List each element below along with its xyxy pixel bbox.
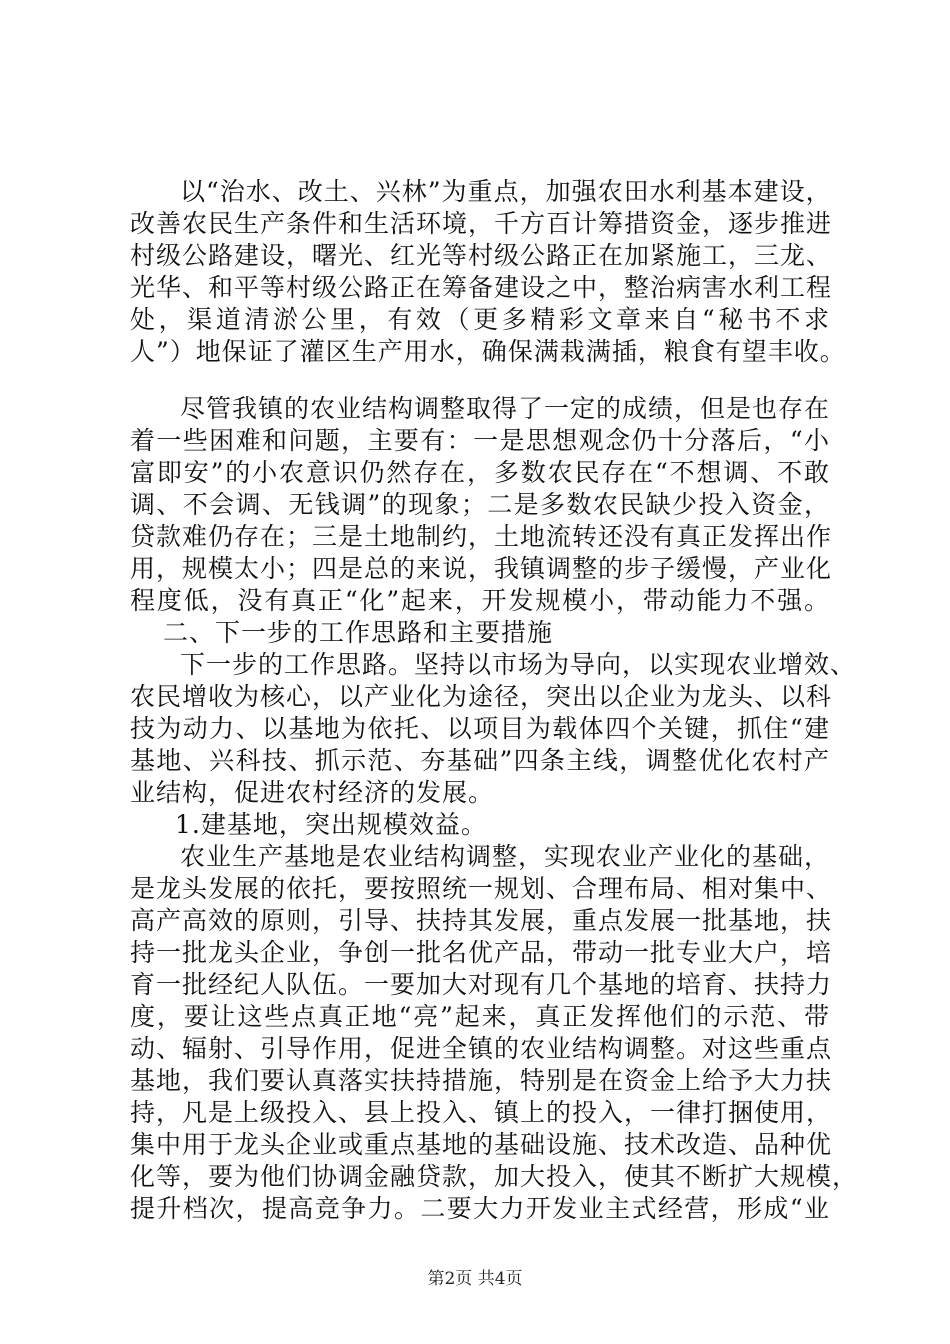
- paragraph-4-line-3: 高产高效的原则，引导、扶持其发展，重点发展一批基地，扶: [130, 906, 833, 935]
- paragraph-4-line-4: 持一批龙头企业，争创一批名优产品，带动一批专业大户，培: [130, 938, 833, 967]
- paragraph-4-line-9: 持，凡是上级投入、县上投入、镇上的投入，一律打捆使用，: [130, 1098, 833, 1127]
- paragraph-2-line-2: 着一些困难和问题，主要有：一是思想观念仍十分落后，“小: [130, 426, 830, 455]
- paragraph-1-line-1: 以“治水、改土、兴林”为重点，加强农田水利基本建设，: [180, 177, 832, 206]
- paragraph-1-line-3: 村级公路建设，曙光、红光等村级公路正在加紧施工，三龙、: [130, 241, 833, 270]
- paragraph-1-line-6: 人”）地保证了灌区生产用水，确保满栽满插，粮食有望丰收。: [130, 337, 846, 366]
- page-number-footer: 第2页 共4页: [427, 1269, 523, 1289]
- paragraph-4-line-10: 集中用于龙头企业或重点基地的基础设施、技术改造、品种优: [130, 1130, 833, 1159]
- paragraph-4-line-11: 化等，要为他们协调金融贷款，加大投入，使其不断扩大规模，: [130, 1162, 859, 1191]
- paragraph-2-line-3: 富即安”的小农意识仍然存在，多数农民存在“不想调、不敢: [130, 458, 830, 487]
- paragraph-4-line-7: 动、辐射、引导作用，促进全镇的农业结构调整。对这些重点: [130, 1034, 833, 1063]
- paragraph-1-line-5: 处，渠道清淤公里，有效（更多精彩文章来自“秘书不求: [130, 305, 830, 334]
- paragraph-4-line-2: 是龙头发展的依托，要按照统一规划、合理布局、相对集中、: [130, 874, 833, 903]
- paragraph-1-line-4: 光华、和平等村级公路正在筹备建设之中，整治病害水利工程: [130, 273, 833, 302]
- subheading-1: 1.建基地，突出规模效益。: [175, 810, 487, 839]
- paragraph-3-line-2: 农民增收为核心，以产业化为途径，突出以企业为龙头、以科: [130, 682, 833, 711]
- paragraph-3-line-1: 下一步的工作思路。坚持以市场为导向，以实现农业增效、: [180, 650, 857, 679]
- paragraph-3-line-3: 技为动力、以基地为依托、以项目为载体四个关键，抓住“建: [130, 714, 830, 743]
- paragraph-4-line-6: 度，要让这些点真正地“亮”起来，真正发挥他们的示范、带: [130, 1002, 830, 1031]
- paragraph-1-line-2: 改善农民生产条件和生活环境，千方百计筹措资金，逐步推进: [130, 209, 833, 238]
- paragraph-2-line-4: 调、不会调、无钱调”的现象；二是多数农民缺少投入资金，: [130, 490, 830, 519]
- paragraph-2-line-6: 用，规模太小；四是总的来说，我镇调整的步子缓慢，产业化: [130, 554, 833, 583]
- paragraph-4-line-8: 基地，我们要认真落实扶持措施，特别是在资金上给予大力扶: [130, 1066, 833, 1095]
- paragraph-4-line-5: 育一批经纪人队伍。一要加大对现有几个基地的培育、扶持力: [130, 970, 833, 999]
- paragraph-2-line-1: 尽管我镇的农业结构调整取得了一定的成绩，但是也存在: [180, 394, 831, 423]
- paragraph-2-line-5: 贷款难仍存在；三是土地制约，土地流转还没有真正发挥出作: [130, 522, 833, 551]
- paragraph-4-line-1: 农业生产基地是农业结构调整，实现农业产业化的基础，: [180, 842, 831, 871]
- paragraph-3-line-5: 业结构，促进农村经济的发展。: [130, 778, 495, 807]
- paragraph-3-line-4: 基地、兴科技、抓示范、夯基础”四条主线，调整优化农村产: [130, 746, 830, 775]
- section-heading: 二、下一步的工作思路和主要措施: [163, 618, 554, 647]
- paragraph-4-line-12: 提升档次，提高竞争力。二要大力开发业主式经营，形成“业: [130, 1194, 830, 1223]
- paragraph-2-line-7: 程度低，没有真正“化”起来，开发规模小，带动能力不强。: [130, 586, 830, 615]
